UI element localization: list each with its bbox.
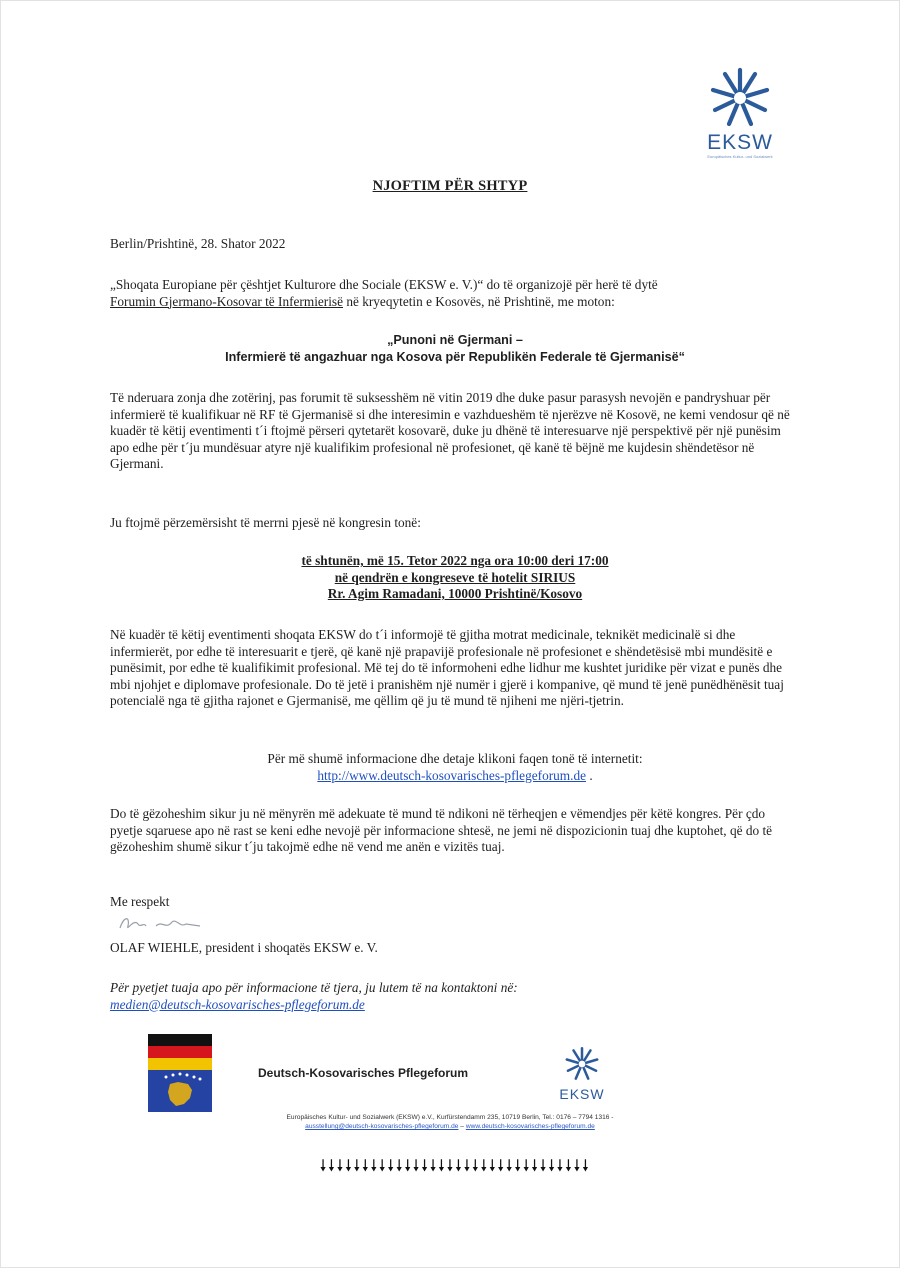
info-paragraph: Në kuadër të këtij eventimenti shoqata EKSW do t´i informojë të gjitha motrat medicinale, teknikët medicinalë si dhe infermierët, por edhe të interesuarit e tjerë, që kanë një prapavijë profesionale në profesionet e shëndetësisë mbi mundësitë e punësimit, por edhe të kualifikimit profesional. Më tej do të informoheni edhe lidhur me kushtet juridike për vizat e punës dhe mbi njohjet e diplomave profesionale. Do të jetë i pranishëm një numër i gjerë i kompanive, që mund të jenë punëdhënësit tuaj potencialë nga të gjitha rajonet e Gjermanisë, me qëllim që ju të mund të njiheni me njëri-tjetrin. — [110, 627, 784, 708]
more-info-text: Për më shumë informacione dhe detaje klikoni faqen tonë të internetit: — [267, 751, 643, 766]
footer-website-link[interactable]: www.deutsch-kosovarisches-pflegeforum.de — [465, 1123, 595, 1130]
event-venue: në qendrën e kongreseve të hotelit SIRIUS — [334, 569, 576, 585]
footer-email-link[interactable]: ausstellung@deutsch-kosovarisches-pflegeforum.de — [305, 1123, 459, 1130]
footer-address: Europäisches Kultur- und Sozialwerk (EKSW) e.V., Kurfürstendamm 235, 10719 Berlin, Tel.: 0176 – 7794 1316 - — [286, 1114, 614, 1121]
regards: Me respekt — [110, 894, 170, 909]
contact-text: Për pyetjet tuaja apo për informacione të tjera, ju lutem të na kontaktoni në: — [110, 980, 518, 995]
germany-kosovo-flag — [148, 1034, 212, 1112]
kosovo-map-icon — [148, 1070, 212, 1112]
footer-address-block — [0, 1113, 900, 1131]
more-info-suffix: . — [586, 767, 593, 783]
event-date: të shtunën, më 15. Tetor 2022 nga ora 10:00 deri 17:00 — [301, 553, 609, 568]
footer-forum-name: Deutsch-Kosovarisches Pflegeforum — [258, 1066, 469, 1080]
dateline: Berlin/Prishtinë, 28. Shator 2022 — [110, 236, 286, 251]
website-link[interactable]: http://www.deutsch-kosovarisches-pflegeforum.de — [317, 767, 587, 783]
arrow-border-row: 🠗🠗🠗🠗🠗🠗🠗🠗🠗🠗🠗🠗🠗🠗🠗🠗🠗🠗🠗🠗🠗🠗🠗🠗🠗🠗🠗🠗🠗🠗🠗🠗 — [319, 1156, 591, 1175]
logo-subtitle: Europäisches Kultur- und Sozialwerk — [707, 154, 773, 159]
forum-name-link[interactable]: Forumin Gjermano-Kosovar të Infermierisë — [110, 293, 343, 309]
eksw-logo — [692, 66, 788, 160]
signer-name: OLAF WIEHLE, president i shoqatës EKSW e. V. — [110, 940, 378, 955]
motto — [110, 332, 800, 365]
footer-eksw-emblem-icon — [563, 1046, 601, 1082]
flag-stripe-gold — [148, 1058, 212, 1070]
event-address: Rr. Agim Ramadani, 10000 Prishtinë/Kosovo — [327, 586, 583, 601]
intro-paragraph — [110, 277, 800, 310]
flag-stripe-black — [148, 1034, 212, 1046]
footer-separator: – — [458, 1123, 466, 1130]
invite-line: Ju ftojmë përzemërsisht të merrni pjesë në kongresin tonë: — [110, 515, 421, 530]
kosovo-flag — [148, 1070, 212, 1112]
signature-image — [116, 912, 206, 936]
intro-part1: „Shoqata Europiane për çështjet Kulturore dhe Sociale (EKSW e. V.)“ do të organizojë për herë të dytë — [110, 277, 658, 292]
motto-line1: „Punoni në Gjermani – — [387, 333, 523, 347]
motto-line2: Infermierë të angazhuar nga Kosova për Republikën Federale të Gjermanisë“ — [225, 349, 685, 364]
eksw-emblem-icon — [707, 66, 773, 130]
greeting-paragraph: Të nderuara zonja dhe zotërinj, pas forumit të suksesshëm në vitin 2019 dhe duke pasur parasysh nevojën e pandryshuar për infermierë të kualifikuar në RF të Gjermanisë si dhe interesimin e vazhdueshëm të njerëzve në Kosovë, ne kemi vendosur që në kuadër të këtij eventimenti t´i ftojmë përseri qytetarët kosovarë, duke ju dhënë të interesuarve një perspektivë për një punësim apo edhe për t´ju mundësuar atyre një kualifikim profesional në profesionet, që kanë të bëjnë me kujdesin shëndetësor në Gjermani. — [110, 390, 790, 471]
contact-block — [110, 980, 800, 1013]
more-info — [110, 751, 800, 784]
flag-stripe-red — [148, 1046, 212, 1058]
logo-text: EKSW — [707, 131, 773, 154]
closing-paragraph: Do të gëzoheshim sikur ju në mënyrën më adekuate të mund të ndikoni në tërheqjen e vëmendjes për këtë kongres. Për çdo pyetje sqaruese apo në rast se keni edhe nevojë për informacione shtesë, ne jemi në dispozicionin tuaj dhe kuptohet, që do të gëzoheshim shumë sikur t´ju takojmë edhe në vend me anën e vizitës tuaj. — [110, 806, 773, 854]
intro-part2: në kryeqytetin e Kosovës, në Prishtinë, me moton: — [343, 293, 615, 309]
footer-logo-text: EKSW — [559, 1086, 605, 1102]
footer-eksw-logo — [556, 1046, 608, 1101]
contact-email-link[interactable]: medien@deutsch-kosovarisches-pflegeforum.de — [110, 996, 365, 1012]
event-details — [110, 553, 800, 603]
page-title: NJOFTIM PËR SHTYP — [372, 178, 528, 194]
